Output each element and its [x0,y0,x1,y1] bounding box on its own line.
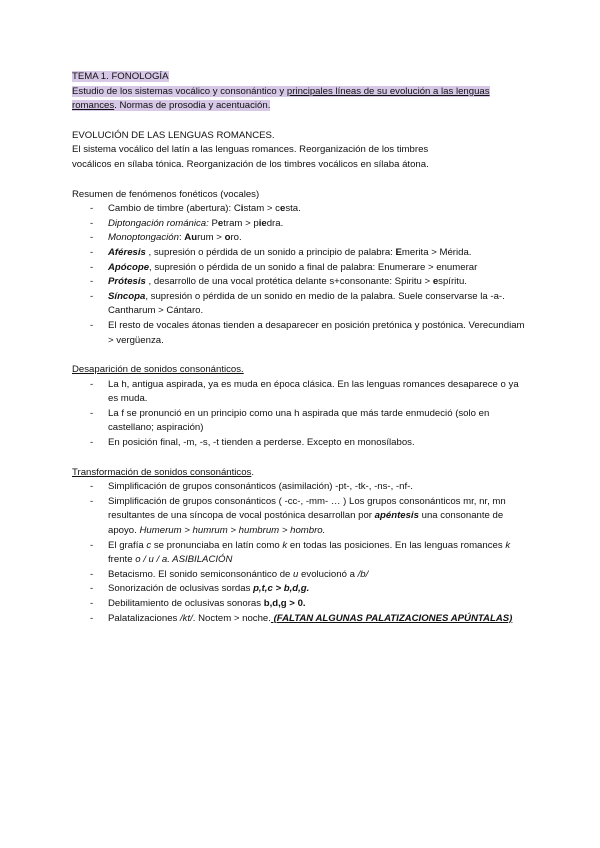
consonant-loss-heading: Desaparición de sonidos consonánticos. [72,364,244,376]
document-page [72,70,528,626]
list-item: - Cambio de timbre (abertura): Cistam > cesta. [90,203,301,215]
header-section [72,70,528,114]
vowels-heading: Resumen de fenómenos fonéticos (vocales) [72,188,260,200]
list-item: - Simplificación de grupos consonánticos (asimilación) -pt-, -tk-, -ns-, -nf-. [90,481,413,493]
list-item: - Apócope, supresión o pérdida de un sonido a final de palabra: Enumerare > enumerar [90,261,478,273]
topic-title: TEMA 1. FONOLOGÍA [72,71,169,82]
list-item: - La h, antigua aspirada, ya es muda en época clásica. En las lenguas romances desaparece o ya es muda. [90,378,519,405]
consonant-transform-heading: Transformación de sonidos consonánticos. [72,466,255,478]
list-item: - Simplificación de grupos consonánticos ( -cc-, -mm- … ) Los grupos consonánticos mr, nr, mn resultantes de una síncopa de vocal postónica desarrollan por apéntesis una consonante de apoyo. Humerum > humrum > humbrum > hombro. [90,495,506,537]
list-item: - Monoptongación: Aurum > oro. [90,232,242,244]
consonant-transform-list [72,480,528,626]
list-item: - El grafía c se pronunciaba en latín como k en todas las posiciones. En las lenguas romances k frente o / u / a. ASIBILACIÓN [90,539,511,566]
list-item: - Sonorización de oclusivas sordas p,t,c > b,d,g. [90,583,310,595]
vowels-list [72,202,528,348]
list-item: - En posición final, -m, -s, -t tienden a perderse. Excepto en monosílabos. [90,437,415,449]
list-item: - Diptongación románica: Petram > piedra. [90,217,284,229]
list-item: - El resto de vocales átonas tienden a desaparecer en posición pretónica y postónica. Verecundiam > vergüenza. [90,319,525,346]
evolution-heading: EVOLUCIÓN DE LAS LENGUAS ROMANCES. [72,129,275,141]
evolution-line-1: El sistema vocálico del latín a las lenguas romances. Reorganización de los timbres [72,144,429,156]
consonant-transform-section [72,466,528,627]
topic-description: Estudio de los sistemas vocálico y consonántico y principales líneas de su evolución a las lenguas romances. Normas de prosodia y acentuación. [72,85,490,112]
list-item: - Betacismo. El sonido semiconsonántico de u evolucionó a /b/ [90,568,369,580]
evolution-line-2: vocálicos en sílaba tónica. Reorganización de los timbres vocálicos en sílaba átona. [72,158,429,170]
vowels-section [72,188,528,349]
list-item: - La f se pronunció en un principio como una h aspirada que más tarde enmudeció (solo en castellano; aspiración) [90,407,490,434]
consonant-loss-section [72,363,528,451]
list-item: - Prótesis , desarrollo de una vocal protética delante s+consonante: Spiritu > espíritu. [90,276,467,288]
consonant-loss-list [72,378,528,451]
list-item: - Aféresis , supresión o pérdida de un sonido a principio de palabra: Emerita > Mérida. [90,246,472,258]
list-item: - Síncopa, supresión o pérdida de un sonido en medio de la palabra. Suele conservarse la -a-. Cantharum > Cántaro. [90,290,505,317]
evolution-section [72,129,528,173]
list-item: - Palatalizaciones /kt/. Noctem > noche. (FALTAN ALGUNAS PALATIZACIONES APÚNTALAS) [90,612,513,624]
list-item: - Debilitamiento de oclusivas sonoras b,d,g > 0. [90,598,306,609]
